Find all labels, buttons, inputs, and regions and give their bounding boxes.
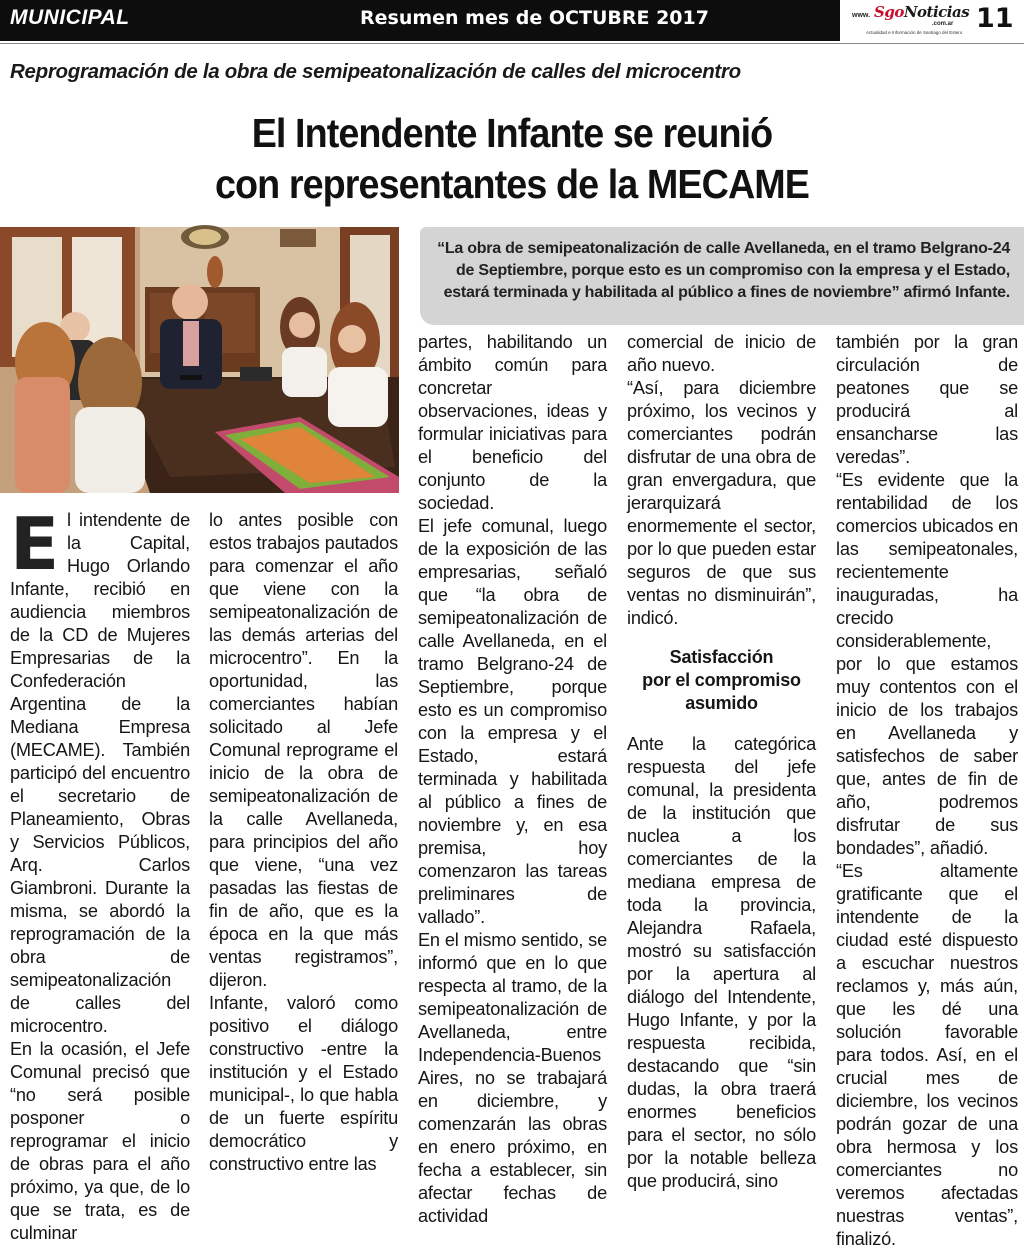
body-paragraph: “Es evidente que la rentabilidad de los comercios ubicados en las semipeatonales, recientemente inauguradas, ha crecido considerablemente, por lo que estamos muy contentos con el inicio de los trabajos en Avellaneda y satisfechos de saber que, antes de fin de año, podremos disfrutar de sus bondades”, añadió. <box>836 470 1018 858</box>
meeting-photo <box>0 227 399 493</box>
body-paragraph: El jefe comunal, luego de la exposición de las empresarias, señaló que “la obra de semipeatonalización de calle Avellaneda, en el tramo Belgrano-24 de Septiembre, porque esto es un compromiso con la empresa y el Estado, estará terminada y habilitada al público a fines de noviembre y, en esa premisa, hoy comenzaron las tareas preliminares de vallado”. <box>418 516 607 927</box>
logo-name-part2: Noticias <box>903 3 970 21</box>
body-paragraph: En la ocasión, el Jefe Comunal precisó que “no será posible posponer o reprogramar el inicio de obras para el año próximo, ya que, de lo que se trata, es de culminar <box>10 1039 190 1243</box>
subhead-line: por el compromiso <box>642 670 801 690</box>
article-subhead <box>627 646 816 715</box>
article-column-4 <box>627 331 816 1193</box>
page-number: 11 <box>976 3 1014 34</box>
body-paragraph: Ante la categórica respuesta del jefe comunal, la presidenta de la institución que nuclea a los comerciantes de la mediana empresa de toda la provincia, Alejandra Rafaela, mostró su satisfacción por la apertura al diálogo del Intendente, Hugo Infante, y por la respuesta recibida, destacando que “sin dudas, la obra traerá enormes beneficios para el sector, no sólo por la notable belleza que producirá, sino <box>627 734 816 1191</box>
logo-name-part1: Sgo <box>874 3 904 21</box>
article-headline <box>41 108 983 210</box>
issue-label: Resumen mes de OCTUBRE 2017 <box>360 7 709 29</box>
body-paragraph: Infante, valoró como positivo el diálogo constructivo -entre la institución y el Estado municipal-, lo que habla de un fuerte espíritu democrático y constructivo entre las <box>209 993 398 1174</box>
subhead-line: Satisfacción <box>669 647 774 667</box>
logo-tagline: Actualidad e Información de Santiago del Estero <box>866 30 963 35</box>
sgonoticias-logo <box>848 2 968 40</box>
logo-domain: .com.ar <box>932 21 954 27</box>
body-paragraph: partes, habilitando un ámbito común para concretar observaciones, ideas y formular iniciativas para el beneficio del conjunto de la sociedad. <box>418 332 607 513</box>
header-divider <box>0 43 1024 44</box>
article-column-3 <box>418 331 607 1228</box>
body-paragraph: comercial de inicio de año nuevo. <box>627 332 816 375</box>
paragraph-text: l intendente de la Capital, Hugo Orlando Infante, recibió en audiencia miembros de la CD de Mujeres Empresarias de la Confederación Argentina de la Mediana Empresa (MECAME). También participó del encuentro el secretario de Planeamiento, Obras y Servicios Públicos, Arq. Carlos Giambroni. Durante la misma, se abordó la reprogramación de la obra de semipeatonalización de calles del microcentro. <box>10 510 190 1036</box>
page-header <box>0 0 1024 41</box>
article-column-5 <box>836 331 1018 1251</box>
body-paragraph: también por la gran circulación de peatones que se producirá al ensancharse las veredas”. <box>836 332 1018 467</box>
body-paragraph: lo antes posible con estos trabajos pautados para comenzar el año que viene con la semipeatonalización de las demás arterias del microcentro”. En la oportunidad, las comerciantes habían solicitado al Jefe Comunal reprograme el inicio de la obra de semipeatonalización de la calle Avellaneda, para principios del año que viene, “una vez pasadas las fiestas de fin de año, que es la época en la que más ventas registramos”, dijeron. <box>209 510 398 990</box>
subhead-line: asumido <box>685 693 758 713</box>
logo-name <box>874 3 969 21</box>
article-kicker: Reprogramación de la obra de semipeatonalización de calles del microcentro <box>10 60 741 83</box>
article-column-1 <box>10 502 190 1245</box>
meeting-photo-illustration <box>0 227 399 493</box>
body-paragraph: “Es altamente gratificante que el intendente de la ciudad esté dispuesto a escuchar nuestros reclamos y, más aún, que les dé una solución favorable para todos. Así, en el crucial mes de diciembre, los vecinos podrán gozar de una obra hermosa y los comerciantes no veremos afectadas nuestras ventas”, finalizó. <box>836 861 1018 1249</box>
body-paragraph: En el mismo sentido, se informó que en lo que respecta al tramo, de la semipeatonalización de Avellaneda, entre Independencia-Buenos Aires, no se trabajará en diciembre, y comenzarán las obras en enero próximo, en fecha a establecer, sin afectar fechas de actividad <box>418 930 607 1226</box>
body-paragraph <box>10 502 190 1038</box>
headline-line-2: con representantes de la MECAME <box>214 161 810 207</box>
pull-quote: “La obra de semipeatonalización de calle Avellaneda, en el tramo Belgrano-24 de Septiembre, porque esto es un compromiso con la empresa y el Estado, estará terminada y habilitada al público a fines de noviembre” afirmó Infante. <box>420 227 1024 325</box>
logo-prefix: www. <box>852 12 871 19</box>
drop-cap: E <box>10 502 59 586</box>
section-label: MUNICIPAL <box>10 6 130 29</box>
article-column-2 <box>209 509 398 1176</box>
headline-line-1: El Intendente Infante se reunió <box>251 110 773 156</box>
body-paragraph: “Así, para diciembre próximo, los vecinos y comerciantes podrán disfrutar de una obra de gran envergadura, que jerarquizará enormemente el sector, por lo que pueden estar seguros de que sus ventas no disminuirán”, indicó. <box>627 378 816 628</box>
